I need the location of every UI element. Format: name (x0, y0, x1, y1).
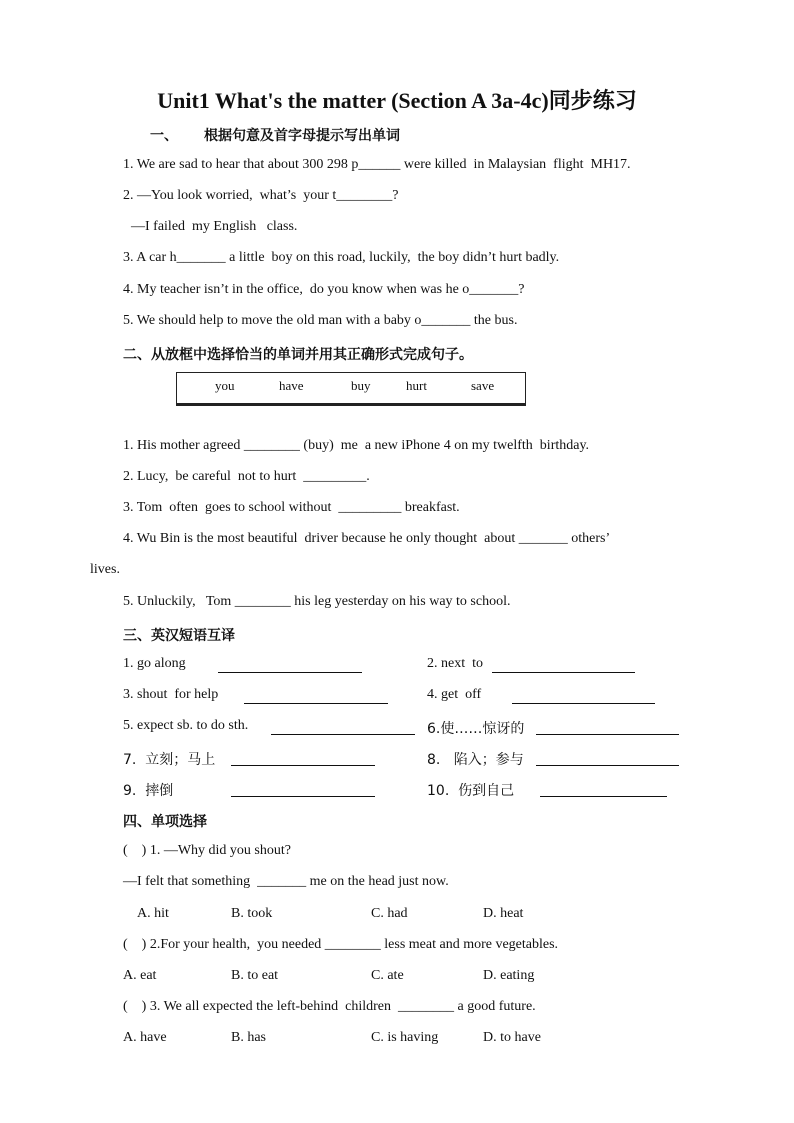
phrase-10: 10. 伤到自己 (427, 783, 515, 799)
answer-blank (512, 691, 655, 704)
s2-question-5: 5. Unluckily, Tom ________ his leg yesterday on his way to school. (123, 594, 511, 609)
answer-blank (244, 691, 388, 704)
answer-blank (218, 660, 362, 673)
s1-question-1: 1. We are sad to hear that about 300 298 p______ were killed in Malaysian flight MH17. (123, 157, 631, 172)
mc-option: D. eating (483, 968, 535, 983)
mc-option: C. is having (371, 1030, 439, 1045)
mc-option: B. took (231, 906, 273, 921)
s1-question-4: 4. My teacher isn’t in the office, do you know when was he o_______? (123, 282, 525, 297)
mc-option: C. had (371, 906, 408, 921)
phrase-6: 6.使……惊讶的 (427, 721, 525, 737)
mc-option: D. to have (483, 1030, 541, 1045)
mc-option: C. ate (371, 968, 404, 983)
s2-question-3: 3. Tom often goes to school without _________ breakfast. (123, 500, 460, 515)
phrase-7: 7. 立刻；马上 (123, 752, 216, 768)
phrase-8: 8. 陷入；参与 (427, 752, 524, 768)
s1-question-2: 2. —You look worried, what’s your t________? (123, 188, 399, 203)
phrase-2: 2. next to (427, 656, 483, 671)
s1-question-5: 5. We should help to move the old man with a baby o_______ the bus. (123, 313, 518, 328)
mc-option: B. has (231, 1030, 266, 1045)
phrase-5: 5. expect sb. to do sth. (123, 718, 249, 733)
answer-blank (231, 753, 375, 766)
word-box-item: hurt (406, 378, 427, 393)
word-box (176, 372, 526, 406)
mc-option: A. eat (123, 968, 157, 983)
s2-question-1: 1. His mother agreed ________ (buy) me a new iPhone 4 on my twelfth birthday. (123, 438, 590, 453)
section-2-heading: 二、从放框中选择恰当的单词并用其正确形式完成句子。 (123, 347, 473, 363)
phrase-3: 3. shout for help (123, 687, 219, 702)
mc-question-2: ( ) 2.For your health, you needed ________ less meat and more vegetables. (123, 937, 559, 952)
mc-question-3: ( ) 3. We all expected the left-behind children ________ a good future. (123, 999, 536, 1014)
answer-blank (492, 660, 635, 673)
mc-option: A. have (123, 1030, 167, 1045)
section-3-heading: 三、英汉短语互译 (123, 628, 235, 644)
s2-question-4-continued: lives. (90, 562, 120, 577)
mc-question-1-line-2: —I felt that something _______ me on the head just now. (123, 874, 449, 889)
mc-option: A. hit (137, 906, 169, 921)
answer-blank (540, 784, 667, 797)
phrase-4: 4. get off (427, 687, 482, 702)
page-title: Unit1 What's the matter (Section A 3a-4c)同步练习 (157, 88, 637, 113)
answer-blank (536, 722, 679, 735)
section-4-heading: 四、单项选择 (123, 814, 207, 830)
word-box-item: buy (351, 378, 371, 393)
section-1-number: 一、 (150, 128, 178, 144)
s2-question-2: 2. Lucy, be careful not to hurt _________. (123, 469, 370, 484)
word-box-item: save (471, 378, 495, 393)
s1-question-2-answer: —I failed my English class. (131, 219, 298, 234)
mc-option: B. to eat (231, 968, 279, 983)
mc-question-1: ( ) 1. —Why did you shout? (123, 843, 291, 858)
s1-question-3: 3. A car h_______ a little boy on this road, luckily, the boy didn’t hurt badly. (123, 250, 560, 265)
answer-blank (231, 784, 375, 797)
answer-blank (271, 722, 415, 735)
phrase-1: 1. go along (123, 656, 186, 671)
phrase-9: 9. 摔倒 (123, 783, 174, 799)
mc-option: D. heat (483, 906, 524, 921)
word-box-item: have (279, 378, 304, 393)
s2-question-4: 4. Wu Bin is the most beautiful driver because he only thought about _______ others’ (123, 531, 611, 546)
answer-blank (536, 753, 679, 766)
word-box-item: you (215, 378, 235, 393)
section-1-heading: 根据句意及首字母提示写出单词 (204, 128, 400, 144)
